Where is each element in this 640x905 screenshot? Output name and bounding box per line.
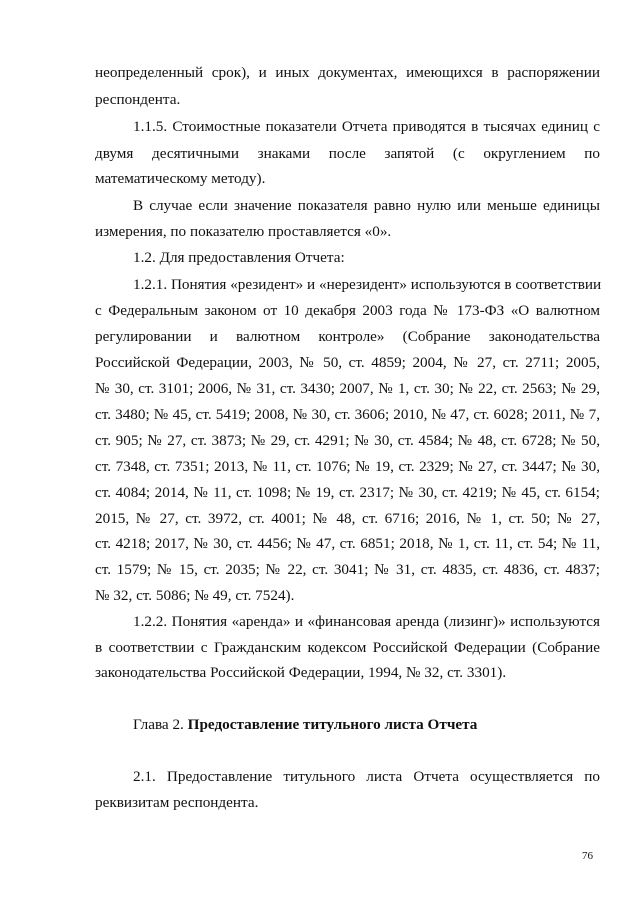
text-line: В случае если значение показателя равно нулю или меньше единицы (133, 197, 600, 214)
chapter-heading (133, 716, 600, 734)
text-line: неопределенный срок), и иных документах, имеющихся в распоряжении (95, 64, 600, 81)
text-line: реквизитам респондента. (95, 794, 259, 811)
text-line: ст. 1579; № 15, ст. 2035; № 22, ст. 3041; № 31, ст. 4835, ст. 4836, ст. 4837; (95, 561, 600, 578)
text-line: ст. 3480; № 45, ст. 5419; 2008, № 30, ст. 3606; 2010, № 47, ст. 6028; 2011, № 7, (95, 406, 600, 423)
text-line: респондента. (95, 91, 181, 108)
text-line: 1.1.5. Стоимостные показатели Отчета приводятся в тысячах единиц с (133, 118, 600, 135)
text-line: 1.2. Для предоставления Отчета: (133, 249, 345, 266)
text-line: измерения, по показателю проставляется «0». (95, 223, 392, 240)
text-line: законодательства Российской Федерации, 1994, № 32, ст. 3301). (95, 664, 507, 681)
chapter-title: Предоставление титульного листа Отчета (187, 716, 478, 733)
text-line: 2015, № 27, ст. 3972, ст. 4001; № 48, ст. 6716; 2016, № 1, ст. 50; № 27, (95, 510, 600, 527)
text-line: ст. 7348, ст. 7351; 2013, № 11, ст. 1076; № 19, ст. 2329; № 27, ст. 3447; № 30, (95, 458, 600, 475)
text-line: № 30, ст. 3101; 2006, № 31, ст. 3430; 2007, № 1, ст. 30; № 22, ст. 2563; № 29, (95, 380, 600, 397)
text-line: в соответствии с Гражданским кодексом Российской Федерации (Собрание (95, 639, 600, 656)
chapter-prefix: Глава 2. (133, 716, 188, 733)
text-line: ст. 905; № 27, ст. 3873; № 29, ст. 4291; № 30, ст. 4584; № 48, ст. 6728; № 50, (95, 432, 600, 449)
text-line: ст. 4084; 2014, № 11, ст. 1098; № 19, ст. 2317; № 30, ст. 4219; № 45, ст. 6154; (95, 484, 600, 501)
text-line: 1.2.2. Понятия «аренда» и «финансовая аренда (лизинг)» используются (133, 613, 600, 630)
text-line: Российской Федерации, 2003, № 50, ст. 4859; 2004, № 27, ст. 2711; 2005, (95, 354, 600, 371)
text-line: ст. 4218; 2017, № 30, ст. 4456; № 47, ст. 6851; 2018, № 1, ст. 11, ст. 54; № 11, (95, 535, 600, 552)
text-line: 2.1. Предоставление титульного листа Отчета осуществляется по (133, 768, 600, 785)
page-number: 76 (582, 850, 593, 862)
text-line: математическому методу). (95, 170, 266, 187)
text-line: 1.2.1. Понятия «резидент» и «нерезидент» используются в соответствии (133, 276, 602, 293)
text-line: регулировании и валютном контроле» (Собрание законодательства (95, 328, 600, 345)
text-line: с Федеральным законом от 10 декабря 2003 года № 173-ФЗ «О валютном (95, 302, 600, 319)
text-line: № 32, ст. 5086; № 49, ст. 7524). (95, 587, 295, 604)
text-line: двумя десятичными знаками после запятой (с округлением по (95, 145, 600, 162)
